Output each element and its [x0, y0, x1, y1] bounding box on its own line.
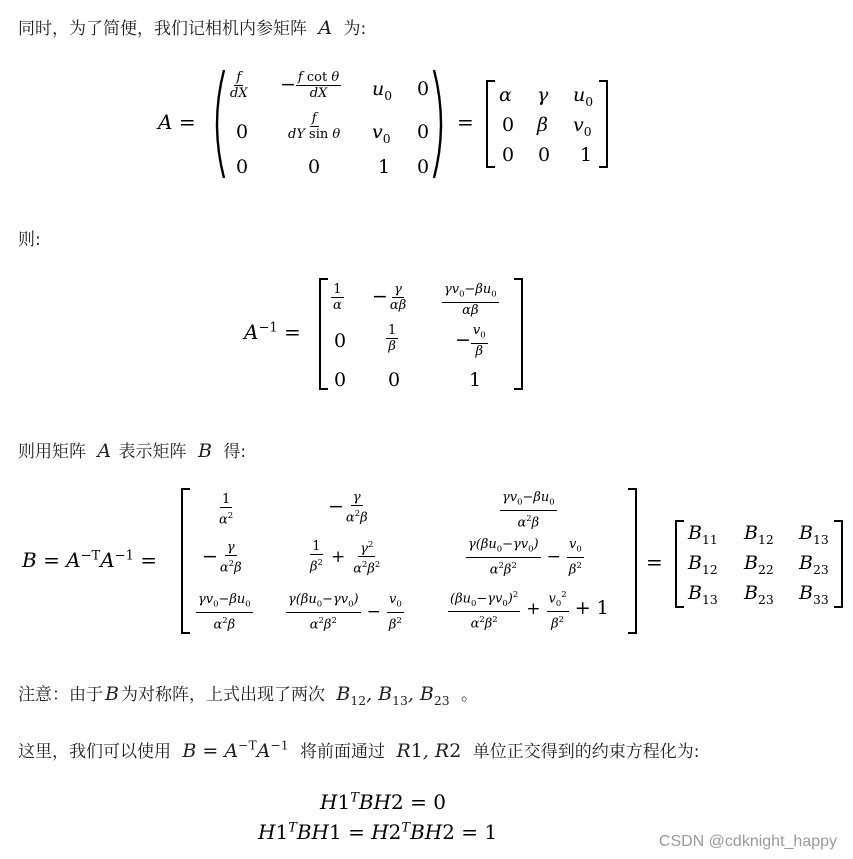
left-bracket [318, 278, 330, 390]
var-a: A [318, 17, 333, 39]
cell-a21: 0 [236, 121, 249, 143]
var-a: A [97, 440, 112, 462]
note-a: 注意：由于 [18, 685, 103, 705]
cell-a24: 0 [417, 121, 430, 143]
eq-ainv-lhs: $A^{-1}$ = [244, 320, 301, 344]
cell-k22: β [537, 114, 548, 136]
line3-c: 得: [223, 442, 247, 462]
cell-c33: $B_{33}$ [799, 582, 829, 607]
cell-a31: 0 [236, 156, 249, 178]
cell-k31: 0 [502, 144, 515, 166]
cell-i33: 1 [469, 369, 482, 391]
cell-c22: $B_{22}$ [744, 552, 774, 577]
constraint-line [18, 737, 699, 762]
cell-c31: $B_{13}$ [688, 582, 718, 607]
eq-b-lhs: $B = A^{-T}A^{-1}$ = [22, 548, 157, 572]
watermark: CSDN @cdknight_happy [658, 833, 837, 850]
line3-a: 则用矩阵 [18, 442, 86, 462]
cell-b33: $\frac{(\beta u_0-\gamma v_0)^2}{\alpha^2\beta^2}$ + $\frac{v_0^2}{\beta^2}$ + 1 [450, 589, 609, 632]
cell-i31: 0 [334, 369, 347, 391]
cell-k33: 1 [580, 144, 593, 166]
cell-a12: − $\frac{\text{f cot θ}}{dX}$ [280, 70, 340, 101]
cell-a13: $u_0$ [372, 78, 393, 103]
cell-k13: $u_0$ [573, 84, 594, 109]
line5-b: 将前面通过 [300, 742, 386, 762]
then-line: 则: [18, 230, 41, 250]
left-bracket [180, 488, 192, 634]
cell-b32: $\frac{\gamma(\beta u_0-\gamma v_0)}{\alpha^2\beta^2}$ − $\frac{v_0}{\beta^2}$ [288, 592, 402, 632]
cell-k23: $v_0$ [573, 114, 592, 139]
left-paren [208, 68, 226, 180]
cell-b13: $\frac{\gamma v_0-\beta u_0}{\alpha^2\beta}$ [502, 490, 555, 530]
cell-i11: $\frac{1}{\alpha}$ [333, 282, 342, 313]
cell-k12: γ [537, 84, 549, 106]
right-bracket [597, 80, 609, 168]
left-bracket [674, 520, 686, 608]
cell-i12: − $\frac{\gamma}{\alpha\beta}$ [372, 282, 407, 313]
cell-c12: $B_{12}$ [744, 522, 774, 547]
final-eq-1: $H1^TBH2 = 0$ [320, 790, 446, 814]
intro-text: 同时，为了简便，我们记相机内参矩阵 [18, 19, 307, 39]
intro-line [18, 14, 366, 39]
cell-i32: 0 [388, 369, 401, 391]
matrix-b-line [18, 437, 246, 462]
line3-b: 表示矩阵 [118, 442, 187, 462]
cell-i13: $\frac{\gamma v_0-\beta u_0}{\alpha\beta}$ [444, 282, 497, 318]
cell-a34: 0 [417, 156, 430, 178]
eq-sign: = [457, 110, 474, 134]
cell-c32: $B_{23}$ [744, 582, 774, 607]
cell-a33: 1 [378, 156, 391, 178]
cell-b31: $\frac{\gamma v_0-\beta u_0}{\alpha^2\beta}$ [198, 592, 251, 632]
line5-c: 单位正交得到的约束方程化为: [472, 742, 700, 762]
cell-c23: $B_{23}$ [799, 552, 829, 577]
cell-a11: $\frac{f}{dX}$ [230, 70, 248, 101]
eq-a-lhs: A = [158, 110, 196, 134]
cell-b11: $\frac{1}{\alpha^2}$ [219, 492, 234, 528]
cell-a22: $\frac{f}{\text{dY sin θ}}$ [288, 111, 341, 142]
cell-k32: 0 [538, 144, 551, 166]
cell-i23: − $\frac{v_0}{\beta}$ [455, 323, 486, 359]
right-bracket [626, 488, 638, 634]
cell-c13: $B_{13}$ [799, 522, 829, 547]
var-b: B [197, 440, 212, 462]
right-bracket [512, 278, 524, 390]
cell-b12: − $\frac{\gamma}{\alpha^2\beta}$ [328, 490, 368, 526]
cell-a32: 0 [308, 156, 321, 178]
cell-b22: $\frac{1}{\beta^2}$ + $\frac{\gamma^2}{\alpha^2\beta^2}$ [310, 539, 381, 577]
cell-k11: α [499, 84, 512, 106]
cell-k21: 0 [502, 114, 515, 136]
cell-c21: $B_{12}$ [688, 552, 718, 577]
b-terms: $B_{12}$, $B_{13}$, $B_{23}$ [336, 683, 450, 708]
note-line [18, 680, 478, 708]
line5-r: R1, R2 [396, 740, 462, 762]
right-paren [432, 68, 450, 180]
line5-a: 这里，我们可以使用 [18, 742, 171, 762]
eq-sign: = [646, 550, 663, 574]
cell-a23: $v_0$ [372, 121, 391, 146]
note-end: 。 [461, 685, 478, 705]
cell-b23: $\frac{\gamma(\beta u_0-\gamma v_0)}{\alpha^2\beta^2}$ − $\frac{v_0}{\beta^2}$ [468, 537, 582, 577]
cell-c11: $B_{11}$ [688, 522, 718, 547]
cell-i22: $\frac{1}{\beta}$ [388, 323, 397, 354]
cell-b21: − $\frac{\gamma}{\alpha^2\beta}$ [202, 540, 242, 576]
left-bracket [485, 80, 497, 168]
intro-end: 为: [343, 19, 367, 39]
right-bracket [832, 520, 844, 608]
line5-eq: $B = A^{-T}A^{-1}$ [182, 738, 289, 762]
var-b: B [105, 683, 119, 705]
cell-i21: 0 [334, 330, 347, 352]
note-b: 为对称阵，上式出现了两次 [120, 685, 325, 705]
final-eq-2: $H1^TBH1 = H2^TBH2 = 1$ [258, 820, 498, 844]
cell-a14: 0 [417, 78, 430, 100]
